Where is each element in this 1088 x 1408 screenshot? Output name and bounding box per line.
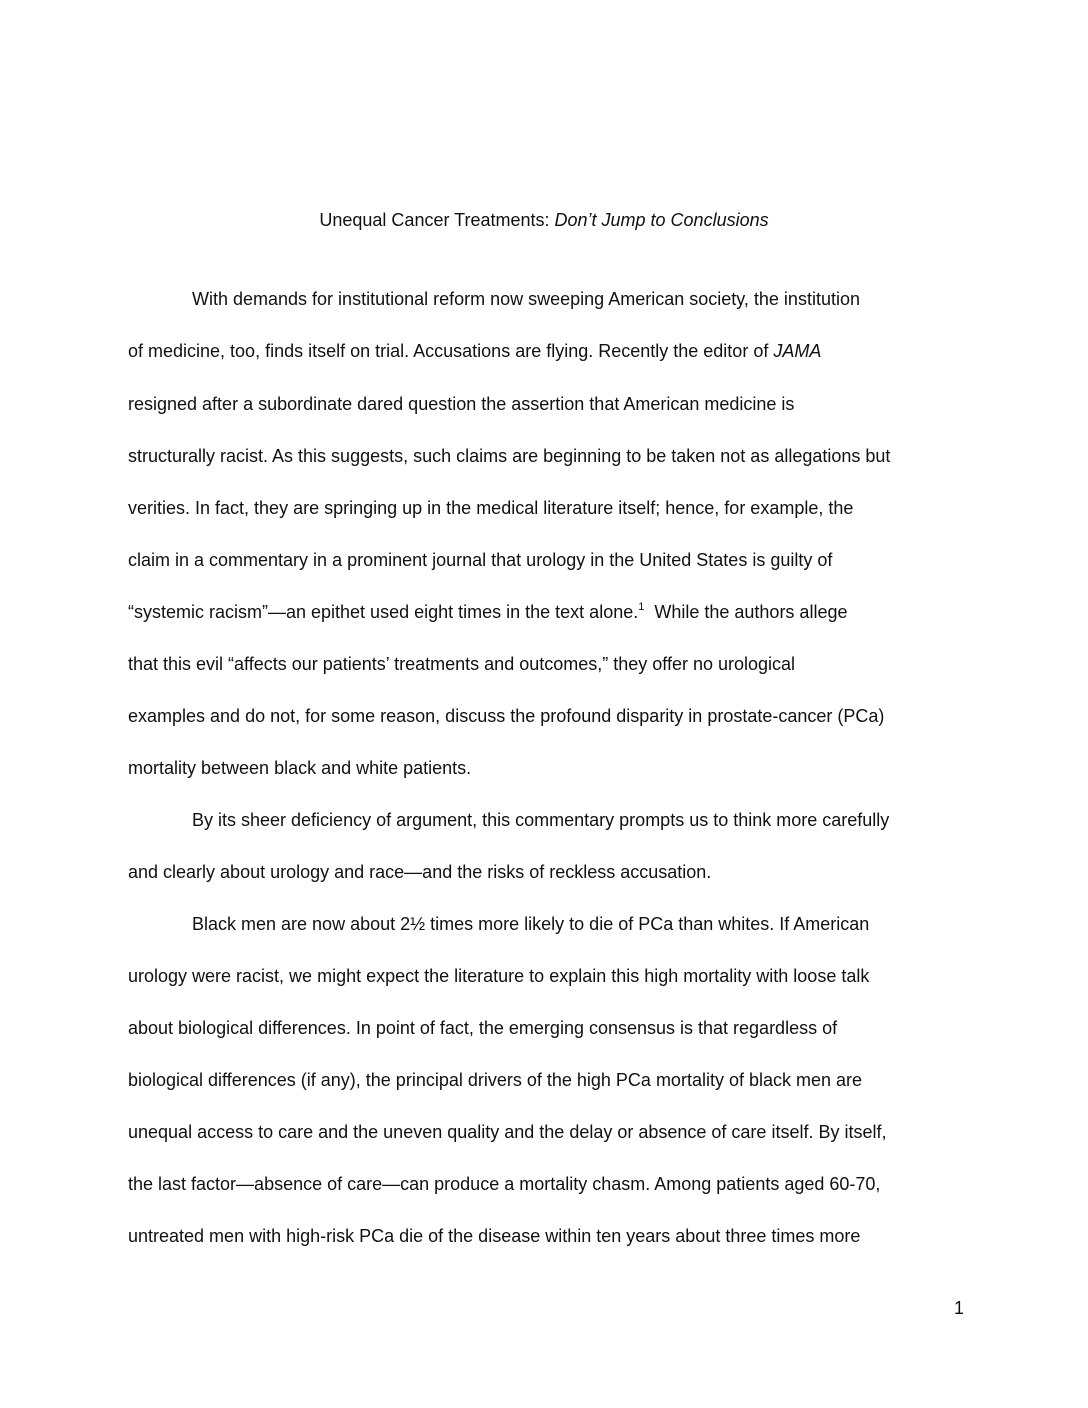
page-number: 1: [953, 1298, 964, 1318]
paragraph-3-line-5: unequal access to care and the uneven quality and the delay or absence of care itself. By itself,: [128, 1122, 887, 1142]
journal-name: JAMA: [773, 341, 822, 361]
paragraph-3-line-2: urology were racist, we might expect the literature to explain this high mortality with loose talk: [128, 966, 870, 986]
paragraph-2-line-1: By its sheer deficiency of argument, this commentary prompts us to think more carefully: [192, 810, 890, 830]
paragraph-3-line-3: about biological differences. In point of fact, the emerging consensus is that regardless of: [128, 1018, 838, 1038]
paragraph-3-line-4: biological differences (if any), the principal drivers of the high PCa mortality of black men are: [128, 1070, 863, 1090]
paragraph-1-line-7-text: “systemic racism”—an epithet used eight times in the text alone.: [128, 602, 639, 622]
paragraph-1-line-5: verities. In fact, they are springing up in the medical literature itself; hence, for example, the: [128, 498, 854, 518]
paragraph-1-line-8: that this evil “affects our patients’ treatments and outcomes,” they offer no urological: [128, 654, 796, 674]
paragraph-1-line-6: claim in a commentary in a prominent journal that urology in the United States is guilty of: [128, 550, 833, 570]
title-text: Unequal Cancer Treatments:: [319, 210, 555, 230]
paragraph-1-line-4: structurally racist. As this suggests, such claims are beginning to be taken not as allegations but: [128, 446, 891, 466]
paragraph-1-line-7: [128, 600, 847, 624]
paragraph-1-line-2-text: of medicine, too, finds itself on trial. Accusations are flying. Recently the editor of: [128, 341, 774, 361]
paragraph-1-line-3: resigned after a subordinate dared question the assertion that American medicine is: [128, 394, 795, 414]
title-italic-text: Don’t Jump to Conclusions: [554, 210, 769, 230]
paragraph-3-line-7: untreated men with high-risk PCa die of the disease within ten years about three times more: [128, 1226, 861, 1246]
paragraph-1-line-2: [128, 339, 821, 363]
footnote-marker[interactable]: 1: [638, 601, 645, 613]
document-title: [0, 208, 1088, 232]
paragraph-2-line-2: and clearly about urology and race—and the risks of reckless accusation.: [128, 862, 712, 882]
paragraph-1-line-1: With demands for institutional reform now sweeping American society, the institution: [192, 289, 860, 309]
paragraph-1-line-9: examples and do not, for some reason, discuss the profound disparity in prostate-cancer (PCa): [128, 706, 885, 726]
paragraph-3-line-1: Black men are now about 2½ times more likely to die of PCa than whites. If American: [192, 914, 870, 934]
paragraph-3-line-6: the last factor—absence of care—can produce a mortality chasm. Among patients aged 60-70,: [128, 1174, 881, 1194]
paragraph-1-line-7-text-after: While the authors allege: [644, 602, 848, 622]
paragraph-1-line-10: mortality between black and white patients.: [128, 758, 472, 778]
